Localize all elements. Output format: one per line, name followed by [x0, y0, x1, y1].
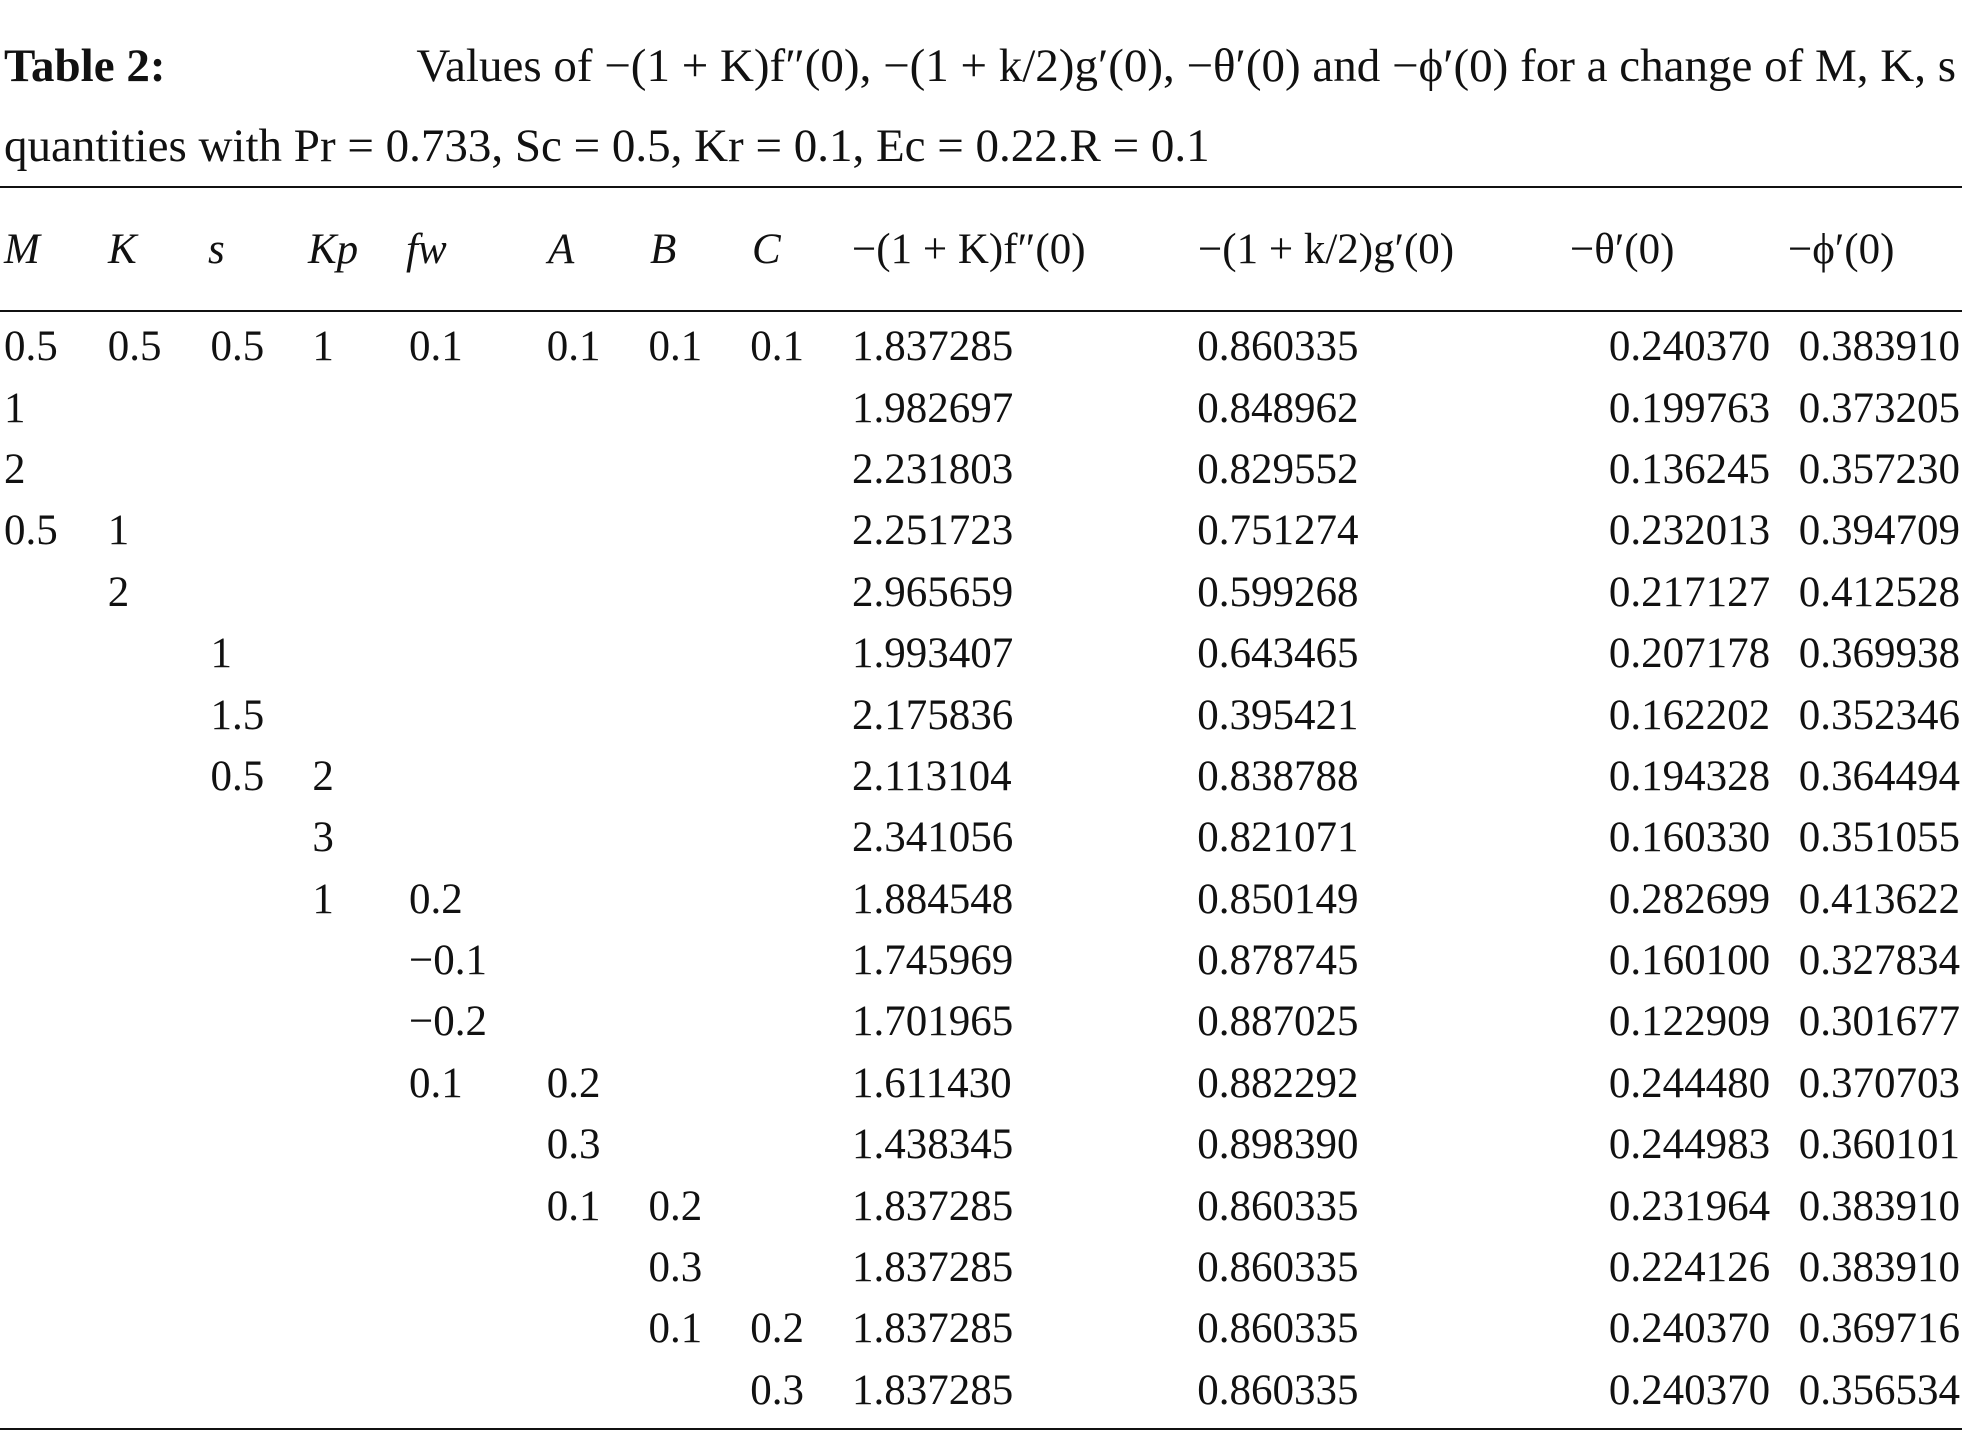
cell-p: 0.373205: [1798, 384, 1960, 432]
cell-a: [547, 807, 649, 868]
cell-fw: [409, 500, 547, 561]
cell-a: [547, 930, 649, 991]
cell-a: [547, 623, 649, 684]
cell-kp: 3: [312, 814, 334, 862]
table-row: [0, 807, 1962, 868]
cell-t: 0.136245: [1608, 445, 1771, 493]
cell-c: [750, 562, 852, 623]
table-row: [0, 930, 1962, 991]
cell-b: [648, 991, 750, 1052]
cell-a: [547, 500, 649, 561]
cell-k: [108, 1298, 211, 1359]
header-A: [548, 190, 574, 308]
cell-kp: [312, 1298, 409, 1359]
cell-m: 0.5: [4, 507, 58, 555]
header-K-label: K: [108, 225, 137, 273]
cell-fw: −0.2: [408, 998, 487, 1046]
table-caption: [4, 18, 1956, 178]
cell-a: [547, 991, 649, 1052]
cell-g: 0.850149: [1197, 875, 1359, 923]
cell-k: [108, 869, 211, 930]
cell-c: [750, 377, 852, 438]
header-nusselt-label: −θ′(0): [1570, 225, 1675, 273]
cell-f: 2.251723: [852, 507, 1014, 555]
cell-m: [0, 1360, 108, 1421]
cell-m: 0.5: [4, 323, 58, 371]
cell-f: 2.231803: [852, 445, 1014, 493]
cell-b: 0.3: [648, 1244, 703, 1292]
cell-p: 0.360101: [1798, 1121, 1960, 1169]
cell-s: [211, 439, 313, 500]
cell-p: 0.383910: [1798, 1182, 1960, 1230]
cell-k: [108, 991, 211, 1052]
cell-kp: [312, 1360, 409, 1421]
header-sherwood: [1788, 190, 1894, 308]
header-B-label: B: [650, 225, 677, 273]
cell-f: 1.837285: [852, 323, 1014, 371]
header-M-label: M: [4, 225, 40, 273]
cell-fw: [409, 807, 547, 868]
cell-s: [211, 807, 313, 868]
cell-p: 0.301677: [1798, 998, 1960, 1046]
cell-k: [108, 684, 211, 745]
table-row: [0, 1237, 1962, 1298]
header-skin-friction: [852, 190, 1086, 308]
cell-b: [648, 869, 750, 930]
cell-b: 0.2: [648, 1182, 703, 1230]
cell-a: [547, 869, 649, 930]
cell-kp: [312, 623, 409, 684]
header-C: [752, 190, 781, 308]
cell-p: 0.413622: [1798, 875, 1960, 923]
header-B: [650, 190, 676, 308]
cell-a: [547, 1298, 649, 1359]
header-sherwood-label: −ϕ′(0): [1788, 225, 1895, 273]
header-Kp-label: Kp: [308, 225, 359, 273]
cell-kp: 2: [312, 752, 334, 800]
cell-k: [108, 377, 211, 438]
cell-t: 0.160330: [1608, 814, 1771, 862]
cell-k: [108, 1175, 211, 1236]
cell-g: 0.643465: [1197, 630, 1359, 678]
cell-b: [648, 623, 750, 684]
cell-b: 0.1: [648, 323, 703, 371]
cell-c: [750, 1175, 852, 1236]
cell-m: [0, 746, 108, 807]
cell-a: [547, 684, 649, 745]
table-row: [0, 1360, 1962, 1421]
table-header-rule: [0, 310, 1962, 312]
cell-s: [211, 1360, 313, 1421]
data-table-body: [0, 316, 1962, 1421]
cell-c: [750, 684, 852, 745]
cell-t: 0.240370: [1608, 1366, 1771, 1414]
cell-c: [750, 500, 852, 561]
cell-fw: [409, 562, 547, 623]
cell-t: 0.240370: [1608, 1305, 1771, 1353]
cell-f: 2.341056: [852, 814, 1014, 862]
header-fw: [406, 190, 447, 308]
cell-k: [108, 439, 211, 500]
cell-k: [108, 1237, 211, 1298]
header-couple-stress: [1198, 190, 1454, 308]
cell-t: 0.224126: [1608, 1244, 1771, 1292]
cell-f: 1.611430: [852, 1059, 1012, 1107]
cell-c: [750, 991, 852, 1052]
cell-kp: [312, 930, 409, 991]
cell-p: 0.364494: [1798, 752, 1960, 800]
cell-k: [108, 1114, 211, 1175]
cell-t: 0.217127: [1608, 568, 1771, 616]
cell-a: [547, 439, 649, 500]
cell-f: 2.175836: [852, 691, 1014, 739]
cell-k: 0.5: [107, 323, 162, 371]
cell-g: 0.860335: [1197, 323, 1359, 371]
table-row: [0, 746, 1962, 807]
cell-t: 0.240370: [1608, 323, 1771, 371]
data-table: [0, 316, 1962, 1421]
cell-b: [648, 439, 750, 500]
cell-c: [750, 623, 852, 684]
cell-f: 1.982697: [852, 384, 1014, 432]
cell-k: 2: [107, 568, 130, 616]
cell-b: [648, 500, 750, 561]
cell-p: 0.356534: [1798, 1366, 1960, 1414]
table-row: [0, 316, 1962, 377]
cell-fw: −0.1: [408, 937, 487, 985]
header-Kp: [308, 190, 358, 308]
table-row: [0, 1298, 1962, 1359]
cell-f: 1.884548: [852, 875, 1014, 923]
cell-k: [108, 1360, 211, 1421]
cell-m: [0, 1237, 108, 1298]
cell-k: [108, 807, 211, 868]
cell-t: 0.244983: [1608, 1121, 1771, 1169]
cell-s: [211, 1053, 313, 1114]
cell-g: 0.887025: [1197, 998, 1359, 1046]
cell-c: [750, 869, 852, 930]
cell-m: [0, 623, 108, 684]
table-bottom-rule: [0, 1428, 1962, 1430]
cell-p: 0.370703: [1798, 1059, 1960, 1107]
cell-g: 0.860335: [1197, 1305, 1359, 1353]
table-row: [0, 439, 1962, 500]
caption-line-1: [4, 18, 1956, 114]
header-nusselt: [1570, 190, 1674, 308]
cell-k: [108, 930, 211, 991]
cell-t: 0.194328: [1608, 752, 1771, 800]
cell-f: 1.837285: [852, 1244, 1014, 1292]
cell-p: 0.412528: [1798, 568, 1960, 616]
cell-b: [648, 562, 750, 623]
cell-m: [0, 930, 108, 991]
cell-m: [0, 807, 108, 868]
cell-s: [211, 1175, 313, 1236]
cell-g: 0.898390: [1197, 1121, 1359, 1169]
cell-a: 0.2: [546, 1059, 601, 1107]
table-top-rule: [0, 186, 1962, 188]
cell-kp: [312, 1053, 409, 1114]
cell-s: 0.5: [210, 752, 265, 800]
cell-s: [211, 930, 313, 991]
cell-f: 2.113104: [852, 752, 1012, 800]
cell-g: 0.599268: [1197, 568, 1359, 616]
cell-g: 0.821071: [1197, 814, 1359, 862]
cell-f: 1.837285: [852, 1182, 1014, 1230]
cell-m: [0, 1053, 108, 1114]
cell-m: [0, 1298, 108, 1359]
cell-s: [211, 869, 313, 930]
cell-fw: [409, 746, 547, 807]
table-row: [0, 623, 1962, 684]
table-row: [0, 1114, 1962, 1175]
cell-t: 0.122909: [1608, 998, 1771, 1046]
header-skin-friction-label: −(1 + K)f″(0): [852, 225, 1086, 273]
cell-p: 0.383910: [1798, 323, 1960, 371]
header-M: [4, 190, 40, 308]
cell-kp: [312, 500, 409, 561]
cell-c: 0.1: [750, 323, 804, 371]
table-row: [0, 684, 1962, 745]
cell-m: [0, 869, 108, 930]
cell-fw: [409, 684, 547, 745]
cell-b: [648, 1360, 750, 1421]
cell-fw: [409, 1114, 547, 1175]
cell-kp: [312, 684, 409, 745]
cell-b: [648, 807, 750, 868]
cell-c: [750, 930, 852, 991]
caption-line-1-text: [416, 34, 1956, 98]
cell-f: 1.993407: [852, 630, 1014, 678]
caption-line-1-content: Values of −(1 + K)f″(0), −(1 + k/2)g′(0), −θ′(0) and −ϕ′(0) for a change of M, K, s: [416, 40, 1956, 92]
cell-t: 0.244480: [1608, 1059, 1771, 1107]
cell-b: 0.1: [648, 1305, 703, 1353]
cell-s: [211, 1114, 313, 1175]
cell-b: [648, 930, 750, 991]
cell-s: [211, 562, 313, 623]
cell-f: 1.701965: [852, 998, 1014, 1046]
cell-p: 0.351055: [1798, 814, 1960, 862]
cell-s: [211, 991, 313, 1052]
cell-t: 0.231964: [1608, 1182, 1771, 1230]
cell-s: [211, 377, 313, 438]
cell-c: [750, 746, 852, 807]
table-row: [0, 500, 1962, 561]
cell-fw: [409, 439, 547, 500]
cell-g: 0.848962: [1197, 384, 1359, 432]
cell-g: 0.878745: [1197, 937, 1359, 985]
header-C-label: C: [752, 225, 781, 273]
cell-fw: [409, 623, 547, 684]
cell-p: 0.327834: [1798, 937, 1960, 985]
cell-fw: [409, 1175, 547, 1236]
cell-g: 0.751274: [1197, 507, 1359, 555]
table-row: [0, 562, 1962, 623]
cell-k: [108, 1053, 211, 1114]
cell-a: [547, 746, 649, 807]
cell-p: 0.352346: [1798, 691, 1960, 739]
cell-g: 0.860335: [1197, 1366, 1359, 1414]
table-row: [0, 377, 1962, 438]
cell-f: 1.837285: [852, 1305, 1014, 1353]
table-row: [0, 1175, 1962, 1236]
cell-kp: [312, 439, 409, 500]
cell-s: 1.5: [210, 691, 265, 739]
cell-g: 0.882292: [1197, 1059, 1359, 1107]
cell-m: [0, 991, 108, 1052]
cell-s: [211, 500, 313, 561]
caption-label: Table 2:: [4, 40, 166, 92]
header-A-label: A: [548, 225, 575, 273]
cell-s: 0.5: [210, 323, 265, 371]
cell-k: 1: [107, 507, 130, 555]
cell-c: [750, 439, 852, 500]
cell-c: [750, 1053, 852, 1114]
cell-p: 0.394709: [1798, 507, 1960, 555]
cell-p: 0.369716: [1798, 1305, 1960, 1353]
cell-b: [648, 377, 750, 438]
cell-c: 0.3: [750, 1366, 804, 1414]
cell-g: 0.395421: [1197, 691, 1359, 739]
cell-m: 1: [4, 384, 26, 432]
cell-fw: [409, 1237, 547, 1298]
cell-p: 0.369938: [1798, 630, 1960, 678]
header-fw-label: fw: [406, 225, 447, 273]
header-s: [208, 190, 225, 308]
cell-kp: [312, 991, 409, 1052]
table-row: [0, 869, 1962, 930]
cell-kp: 1: [312, 875, 334, 923]
cell-c: 0.2: [750, 1305, 804, 1353]
cell-fw: [409, 377, 547, 438]
cell-b: [648, 1114, 750, 1175]
cell-t: 0.207178: [1608, 630, 1771, 678]
cell-g: 0.860335: [1197, 1182, 1359, 1230]
header-s-label: s: [208, 225, 225, 273]
cell-a: 0.1: [546, 1182, 601, 1230]
cell-fw: 0.1: [408, 323, 463, 371]
cell-fw: 0.1: [408, 1059, 463, 1107]
cell-a: 0.3: [546, 1121, 601, 1169]
cell-a: 0.1: [546, 323, 601, 371]
header-couple-stress-label: −(1 + k/2)g′(0): [1198, 225, 1455, 273]
cell-m: 2: [4, 445, 26, 493]
cell-g: 0.829552: [1197, 445, 1359, 493]
cell-c: [750, 1114, 852, 1175]
cell-t: 0.160100: [1608, 937, 1771, 985]
cell-c: [750, 1237, 852, 1298]
cell-c: [750, 807, 852, 868]
cell-s: 1: [210, 630, 233, 678]
cell-k: [108, 623, 211, 684]
cell-f: 1.745969: [852, 937, 1014, 985]
cell-kp: [312, 1175, 409, 1236]
cell-kp: [312, 562, 409, 623]
cell-kp: [312, 377, 409, 438]
cell-t: 0.232013: [1608, 507, 1771, 555]
cell-t: 0.162202: [1608, 691, 1771, 739]
cell-b: [648, 746, 750, 807]
caption-line-2: quantities with Pr = 0.733, Sc = 0.5, Kr = 0.1, Ec = 0.22.R = 0.1: [4, 120, 1210, 172]
cell-m: [0, 1175, 108, 1236]
cell-kp: [312, 1237, 409, 1298]
cell-f: 2.965659: [852, 568, 1014, 616]
cell-t: 0.282699: [1608, 875, 1771, 923]
cell-m: [0, 562, 108, 623]
cell-a: [547, 562, 649, 623]
cell-kp: 1: [312, 323, 334, 371]
cell-kp: [312, 1114, 409, 1175]
cell-k: [108, 746, 211, 807]
cell-fw: [409, 1360, 547, 1421]
cell-b: [648, 684, 750, 745]
cell-a: [547, 377, 649, 438]
cell-a: [547, 1360, 649, 1421]
cell-fw: 0.2: [408, 875, 463, 923]
cell-s: [211, 1298, 313, 1359]
cell-t: 0.199763: [1608, 384, 1771, 432]
cell-f: 1.837285: [852, 1366, 1014, 1414]
cell-p: 0.357230: [1798, 445, 1960, 493]
cell-g: 0.860335: [1197, 1244, 1359, 1292]
cell-a: [547, 1237, 649, 1298]
cell-g: 0.838788: [1197, 752, 1359, 800]
table-row: [0, 1053, 1962, 1114]
header-K: [108, 190, 137, 308]
table-header-row: [0, 190, 1962, 308]
cell-b: [648, 1053, 750, 1114]
cell-p: 0.383910: [1798, 1244, 1960, 1292]
cell-m: [0, 684, 108, 745]
cell-f: 1.438345: [852, 1121, 1014, 1169]
table-row: [0, 991, 1962, 1052]
cell-s: [211, 1237, 313, 1298]
cell-fw: [409, 1298, 547, 1359]
cell-m: [0, 1114, 108, 1175]
